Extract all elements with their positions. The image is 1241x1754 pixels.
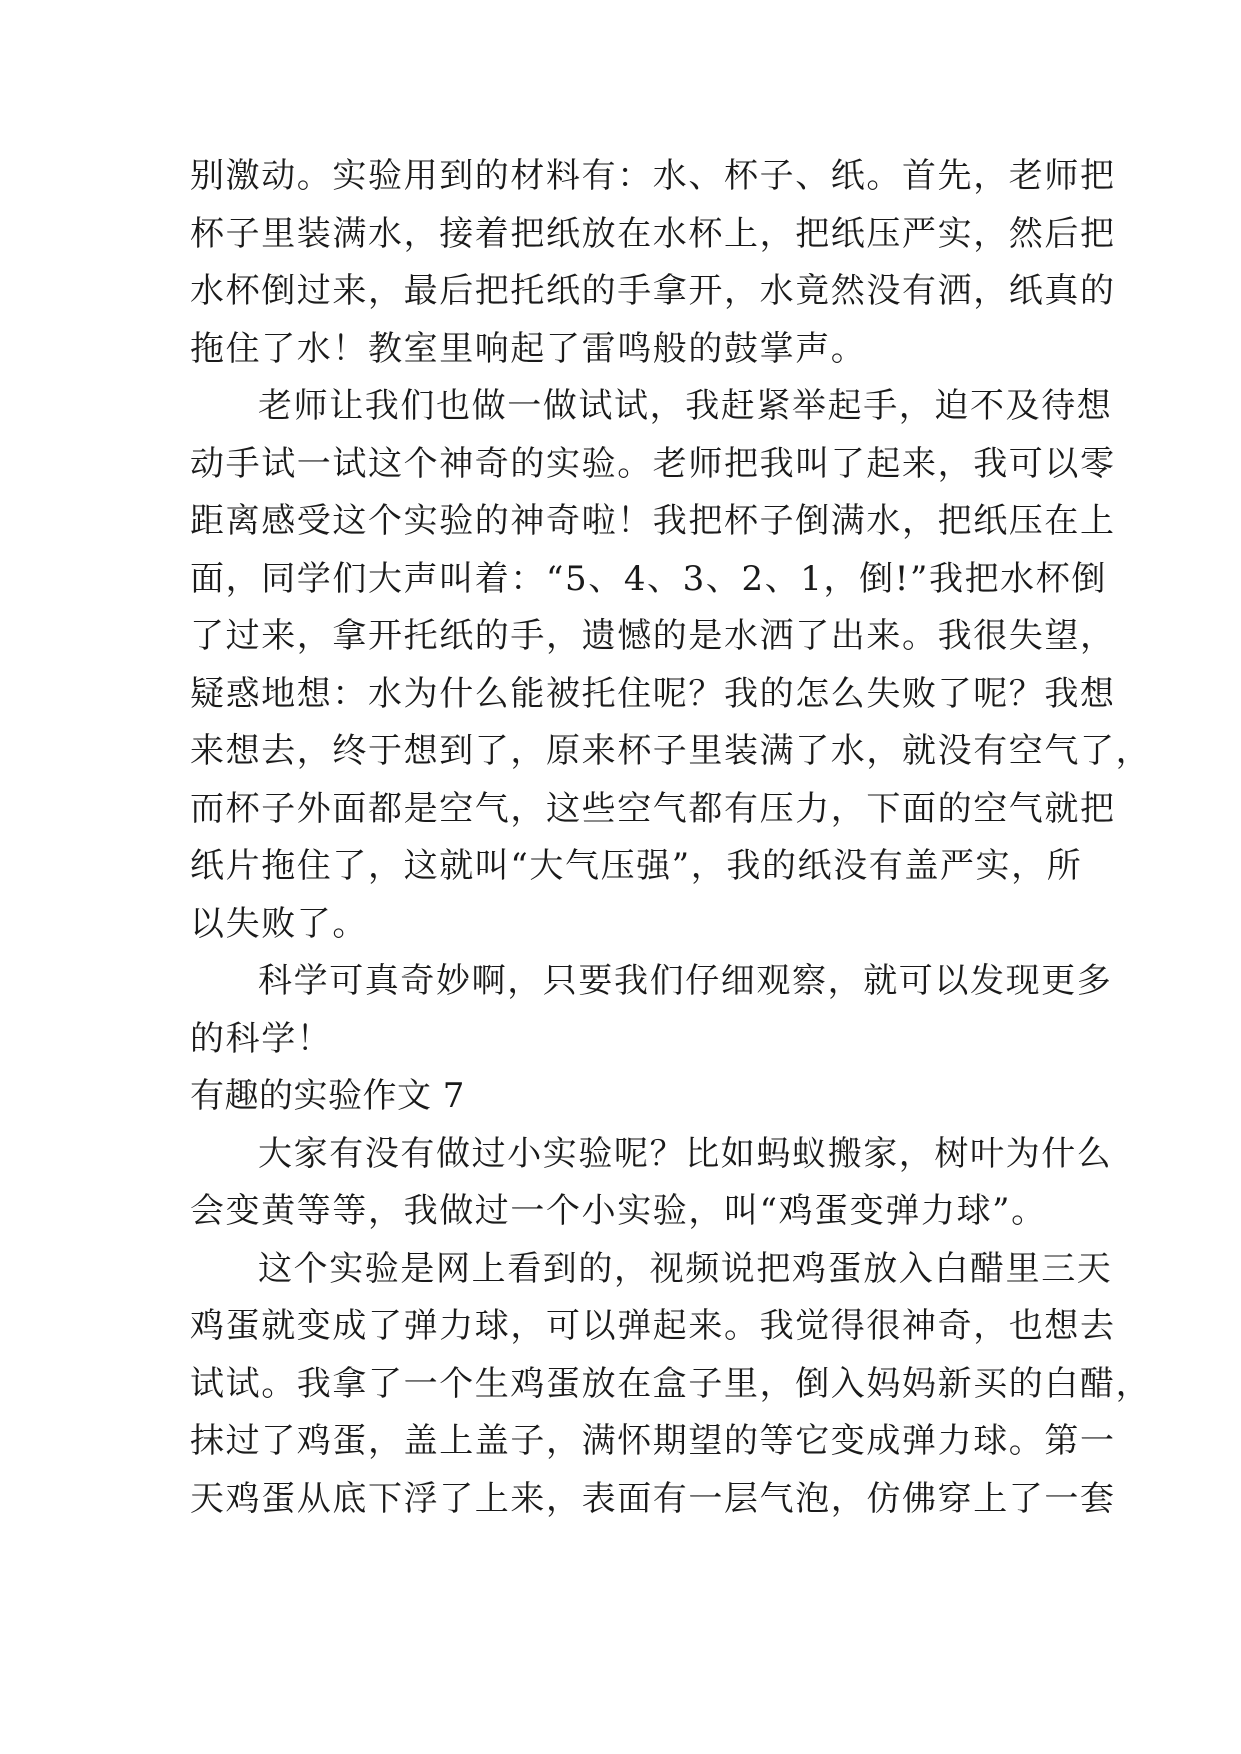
text-line: 水杯倒过来，最后把托纸的手拿开，水竟然没有洒，纸真的 — [190, 271, 1116, 311]
text-line: 会变黄等等，我做过一个小实验，叫“鸡蛋变弹力球”。 — [190, 1191, 1047, 1231]
text-line: 面，同学们大声叫着：“5、4、3、2、1，倒!”我把水杯倒 — [190, 558, 1107, 599]
text-line: 的科学！ — [190, 1018, 333, 1059]
text-line: 了过来，拿开托纸的手，遗憾的是水洒了出来。我很失望， — [190, 616, 1116, 656]
text-line: 来想去，终于想到了，原来杯子里装满了水，就没有空气了， — [190, 731, 1152, 771]
text-line: 距离感受这个实验的神奇啦！我把杯子倒满水，把纸压在上 — [190, 501, 1116, 541]
text-line: 天鸡蛋从底下浮了上来，表面有一层气泡，仿佛穿上了一套 — [190, 1478, 1116, 1519]
text-line: 杯子里装满水，接着把纸放在水杯上，把纸压严实，然后把 — [190, 213, 1116, 254]
text-line: 纸片拖住了，这就叫“大气压强”，我的纸没有盖严实，所 — [190, 846, 1083, 886]
text-line: 以失败了。 — [190, 903, 368, 944]
text-line: 拖住了水！教室里响起了雷鸣般的鼓掌声。 — [190, 328, 867, 369]
text-line: 试试。我拿了一个生鸡蛋放在盒子里，倒入妈妈新买的白醋， — [190, 1363, 1152, 1404]
paragraph-first-line: 大家有没有做过小实验呢？比如蚂蚁搬家，树叶为什么 — [258, 1133, 1113, 1174]
paragraph-first-line: 科学可真奇妙啊，只要我们仔细观察，就可以发现更多 — [258, 961, 1113, 1001]
text-line: 抹过了鸡蛋，盖上盖子，满怀期望的等它变成弹力球。第一 — [190, 1421, 1116, 1461]
text-line: 而杯子外面都是空气，这些空气都有压力，下面的空气就把 — [190, 788, 1116, 829]
text-line: 动手试一试这个神奇的实验。老师把我叫了起来，我可以零 — [190, 443, 1116, 484]
paragraph-first-line: 这个实验是网上看到的，视频说把鸡蛋放入白醋里三天 — [258, 1248, 1113, 1289]
document-body — [190, 148, 1152, 1528]
text-line: 疑惑地想：水为什么能被托住呢？我的怎么失败了呢？我想 — [190, 673, 1116, 714]
text-line: 鸡蛋就变成了弹力球，可以弹起来。我觉得很神奇，也想去 — [190, 1306, 1116, 1346]
text-line: 别激动。实验用到的材料有：水、杯子、纸。首先，老师把 — [190, 156, 1116, 196]
section-heading: 有趣的实验作文 7 — [190, 1076, 465, 1116]
paragraph-first-line: 老师让我们也做一做试试，我赶紧举起手，迫不及待想 — [258, 386, 1113, 426]
